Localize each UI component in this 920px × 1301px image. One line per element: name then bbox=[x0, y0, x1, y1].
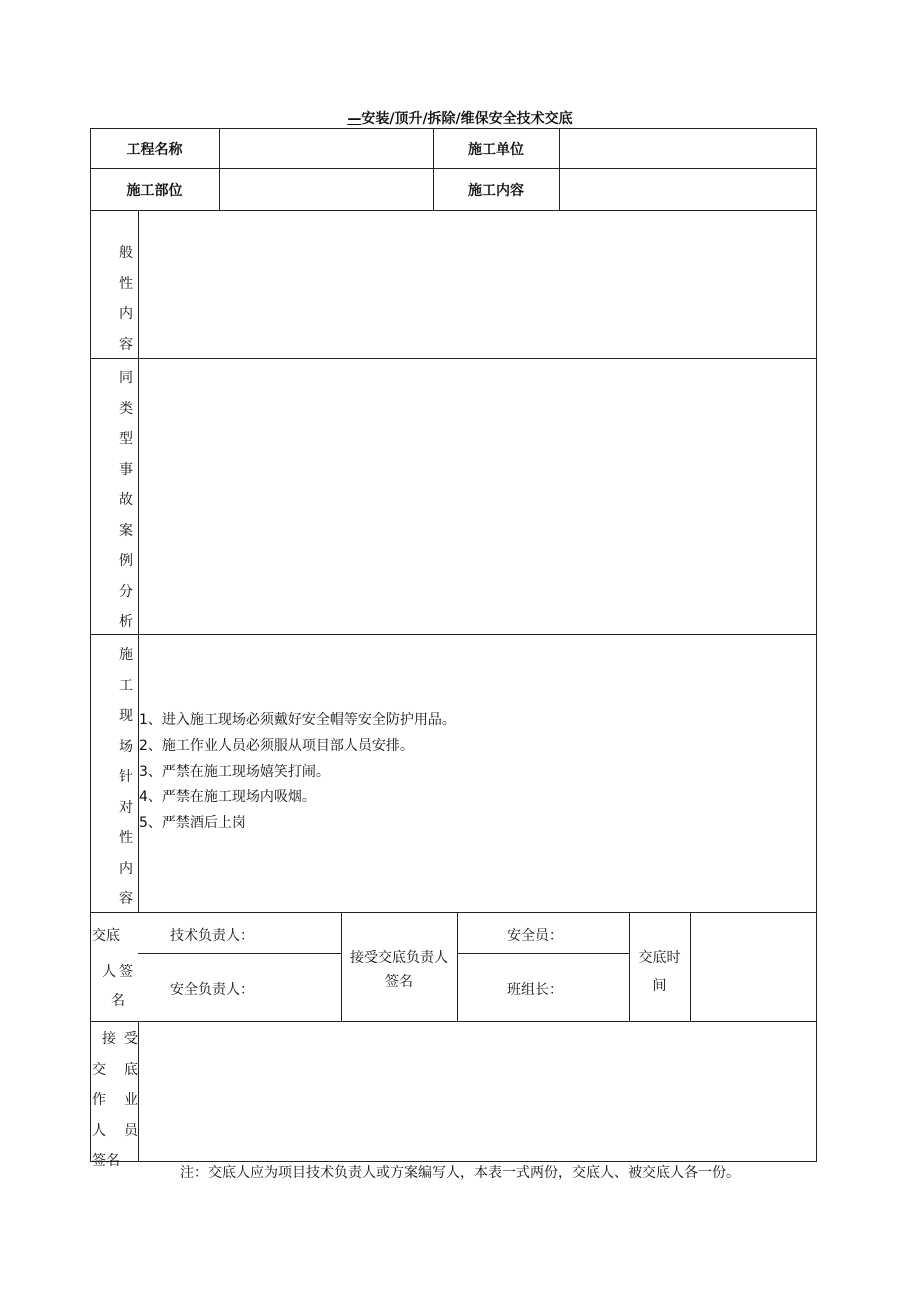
row-line bbox=[90, 1021, 817, 1022]
label-char: 析 bbox=[119, 614, 133, 630]
team-leader-field[interactable]: 班组长： bbox=[507, 982, 563, 998]
label-char: 容 bbox=[119, 891, 133, 907]
disclosure-time-label bbox=[629, 944, 690, 1000]
general-section-content[interactable] bbox=[145, 220, 805, 348]
row-line bbox=[90, 358, 817, 359]
list-item: 5、严禁酒后上岗 bbox=[139, 815, 246, 832]
label-char: 工 bbox=[119, 677, 133, 694]
label-char: 类 bbox=[119, 400, 133, 417]
row-line bbox=[457, 953, 629, 954]
discloser-label-line2 bbox=[102, 961, 136, 981]
row-line bbox=[90, 168, 817, 169]
title-text: 安装/顶升/拆除/维保安全技术交底 bbox=[361, 111, 573, 127]
col-line bbox=[219, 128, 220, 210]
label-char: 底 bbox=[124, 1061, 138, 1078]
accident-section-label bbox=[114, 363, 138, 638]
site-section-content bbox=[139, 708, 809, 837]
label-char: 员 bbox=[124, 1122, 138, 1139]
label-char: 事 bbox=[119, 461, 133, 478]
label-char: 容 bbox=[119, 336, 133, 353]
col-line bbox=[138, 1021, 139, 1162]
label-row bbox=[92, 1024, 138, 1055]
label-char: 现 bbox=[119, 708, 133, 724]
label-char: 针 bbox=[119, 769, 133, 785]
label-char: 交 bbox=[92, 1061, 106, 1078]
construction-unit-label: 施工单位 bbox=[468, 142, 524, 158]
safety-officer-field[interactable]: 安全员： bbox=[507, 928, 563, 944]
accident-section-content[interactable] bbox=[145, 370, 805, 620]
construction-unit-value[interactable] bbox=[565, 139, 805, 159]
label-char: 例 bbox=[119, 553, 133, 569]
construction-content-label: 施工内容 bbox=[468, 183, 524, 199]
label-char: 故 bbox=[119, 492, 133, 508]
label-char: 内 bbox=[119, 306, 133, 322]
label-char: 人 bbox=[92, 1122, 106, 1139]
label-char: 性 bbox=[119, 830, 133, 846]
discloser-label-line2-text: 人签 bbox=[102, 964, 136, 980]
row-line bbox=[138, 953, 342, 954]
label-char: 性 bbox=[119, 275, 133, 292]
discloser-label-line3: 名 bbox=[111, 993, 125, 1009]
label-char: 内 bbox=[119, 860, 133, 877]
project-name-label: 工程名称 bbox=[126, 142, 183, 158]
label-char: 同 bbox=[119, 370, 133, 386]
label-char: 案 bbox=[119, 522, 133, 539]
title-blank: — bbox=[347, 111, 362, 127]
construction-part-value[interactable] bbox=[225, 180, 425, 200]
list-item: 4、严禁在施工现场内吸烟。 bbox=[139, 789, 316, 806]
label-char: 作 bbox=[92, 1092, 106, 1109]
construction-content-value[interactable] bbox=[565, 180, 805, 200]
disclosure-time-value[interactable] bbox=[696, 925, 811, 1005]
tech-lead-field[interactable]: 技术负责人： bbox=[170, 928, 254, 944]
row-line bbox=[90, 912, 817, 913]
list-item: 3、严禁在施工现场嬉笑打闹。 bbox=[139, 763, 330, 780]
label-char: 对 bbox=[119, 799, 133, 816]
time-line1: 交底时 bbox=[638, 950, 681, 966]
label-char: 型 bbox=[119, 431, 133, 447]
label-char: 分 bbox=[119, 583, 133, 600]
label-row bbox=[92, 1055, 138, 1086]
footer-note: 注：交底人应为项目技术负责人或方案编写人，本表一式两份，交底人、被交底人各一份。 bbox=[180, 1165, 740, 1181]
label-char: 般 bbox=[119, 245, 133, 261]
col-line bbox=[559, 128, 560, 210]
construction-part-label: 施工部位 bbox=[126, 183, 183, 199]
receivers-label bbox=[92, 1024, 138, 1177]
list-item: 2、施工作业人员必须服从项目部人员安排。 bbox=[139, 737, 414, 754]
discloser-label-line1: 交底 bbox=[92, 928, 120, 944]
form-title bbox=[0, 108, 920, 128]
col-line bbox=[457, 912, 458, 1021]
col-line bbox=[690, 912, 691, 1021]
label-last: 签名 bbox=[92, 1153, 120, 1170]
row-line bbox=[90, 634, 817, 635]
label-char: 受 bbox=[124, 1031, 138, 1047]
site-section-label bbox=[114, 640, 138, 915]
label-row bbox=[92, 1116, 138, 1147]
time-line2: 间 bbox=[652, 978, 667, 994]
label-char: 场 bbox=[119, 738, 133, 755]
label-row bbox=[92, 1085, 138, 1116]
receiver-lead-label bbox=[341, 946, 457, 994]
list-item: 1、进入施工现场必须戴好安全帽等安全防护用品。 bbox=[139, 712, 456, 728]
general-section-label bbox=[114, 238, 138, 360]
row-line bbox=[90, 210, 817, 211]
project-name-value[interactable] bbox=[225, 139, 425, 159]
receivers-signature-area[interactable] bbox=[145, 1030, 805, 1150]
safety-lead-field[interactable]: 安全负责人： bbox=[170, 982, 254, 998]
label-char: 业 bbox=[124, 1092, 138, 1109]
label-char: 接 bbox=[102, 1031, 116, 1047]
receiver-lead-line1: 接受交底负责人 bbox=[350, 950, 448, 966]
receiver-lead-line2: 签名 bbox=[385, 974, 413, 990]
label-char: 施 bbox=[119, 647, 133, 663]
